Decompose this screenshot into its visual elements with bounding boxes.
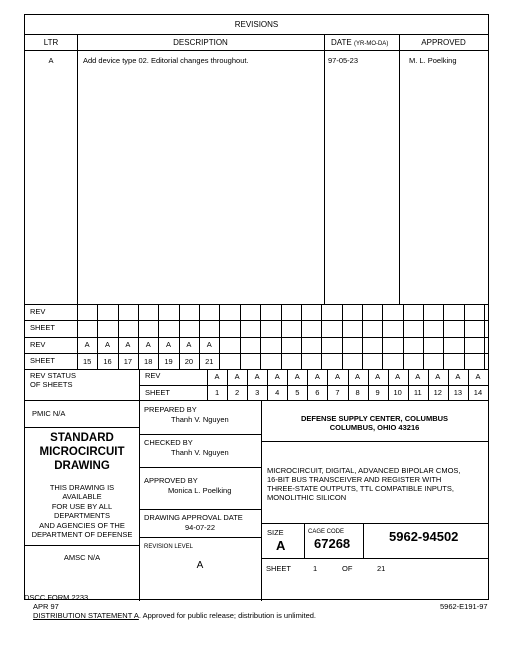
sheet-number-cell: 12 — [433, 387, 442, 397]
sheet-number-cell: 13 — [453, 387, 463, 397]
amsc-label: AMSC N/A — [63, 553, 101, 562]
status-cell: A — [186, 340, 192, 350]
status-cell — [342, 353, 362, 369]
status-cell: 15 — [83, 356, 92, 366]
revision-row-description: Add device type 02. Editorial changes throughout. — [83, 56, 249, 65]
rev-status-cell: A — [355, 372, 361, 382]
pmic-label: PMIC N/A — [32, 409, 66, 418]
status-cell — [403, 353, 423, 369]
status-cell — [464, 353, 484, 369]
form-date: APR 97 — [33, 602, 59, 611]
checked-by-name: Thanh V. Nguyen — [171, 448, 229, 457]
agency-name — [261, 415, 488, 432]
distribution-label: DISTRIBUTION STATEMENT A — [33, 611, 139, 620]
cage-code: 67268 — [314, 536, 351, 551]
status-cell — [443, 337, 463, 353]
distribution-text: . Approved for public release; distribution is unlimited. — [138, 611, 317, 620]
rev-status-cell: A — [375, 372, 381, 382]
sheet-number-cell: 5 — [295, 387, 300, 397]
status-cell: A — [206, 340, 212, 350]
size-value: A — [276, 538, 286, 553]
status-cell: 16 — [103, 356, 112, 366]
status-cell — [301, 353, 321, 369]
availability-line: DEPARTMENT OF DEFENSE — [31, 529, 133, 539]
status-row-label: SHEET — [30, 323, 56, 333]
ltr-header: LTR — [43, 38, 59, 47]
rev-status-cell: A — [455, 372, 461, 382]
sheet-number-cell: 10 — [393, 387, 402, 397]
availability-statement — [25, 483, 139, 539]
rev-status-rev-label: REV — [145, 371, 161, 380]
revisions-title: REVISIONS — [234, 20, 279, 29]
rev-status-sheet-label: SHEET — [145, 388, 171, 397]
availability-line: AND AGENCIES OF THE — [39, 520, 125, 530]
sheet-number-cell: 4 — [275, 387, 280, 397]
sheet-number-cell: 7 — [335, 387, 340, 397]
status-cell — [321, 337, 341, 353]
status-cell — [423, 353, 443, 369]
rev-status-cell: A — [294, 372, 300, 382]
standard-microcircuit-drawing — [25, 432, 139, 473]
sheet-number-cell: 9 — [375, 387, 380, 397]
availability-line: AVAILABLE — [62, 492, 102, 502]
sheet-number-cell: 3 — [255, 387, 260, 397]
rev-status-label-line1: REV STATUS — [30, 371, 76, 380]
approval-date: 94-07-22 — [185, 523, 216, 532]
form-number: DSCC FORM 2233 — [24, 593, 89, 602]
rev-status-cell: A — [435, 372, 441, 382]
date-header — [331, 38, 399, 48]
status-cell — [403, 337, 423, 353]
status-cell: A — [145, 340, 151, 350]
revision-level-label: REVISION LEVEL — [144, 544, 194, 550]
prepared-by-name: Thanh V. Nguyen — [171, 415, 229, 424]
drawing-line: DRAWING — [54, 459, 110, 472]
availability-line: DEPARTMENTS — [54, 511, 110, 521]
of-label: OF — [342, 564, 353, 573]
rev-status-cell: A — [314, 372, 320, 382]
status-row-label: SHEET — [30, 355, 56, 365]
sheet-number-cell: 14 — [473, 387, 483, 397]
revision-row-ltr: A — [48, 56, 54, 65]
status-cell — [219, 337, 239, 353]
status-cell: A — [105, 340, 111, 350]
drawing-title-line: THREE-STATE OUTPUTS, TTL COMPATIBLE INPUTS, — [267, 484, 454, 493]
sheet-number-cell: 6 — [315, 387, 320, 397]
status-cell — [342, 337, 362, 353]
status-cell — [382, 337, 402, 353]
rev-status-cell: A — [234, 372, 240, 382]
drawing-title-line: MONOLITHIC SILICON — [267, 493, 347, 502]
status-row-label: REV — [30, 339, 46, 349]
drawing-title-line: MICROCIRCUIT, DIGITAL, ADVANCED BIPOLAR CMOS, — [267, 466, 461, 475]
date-header-format: (YR-MO-DA) — [353, 41, 389, 47]
agency-line2: COLUMBUS, OHIO 43216 — [329, 422, 420, 432]
status-cell — [423, 337, 443, 353]
rev-status-cell: A — [274, 372, 280, 382]
status-cell — [260, 353, 280, 369]
microcircuit-line: MICROCIRCUIT — [39, 445, 125, 458]
rev-status-label-line2: OF SHEETS — [30, 379, 73, 389]
status-cell — [281, 337, 301, 353]
size-label: SIZE — [267, 528, 284, 537]
rev-status-label — [30, 372, 135, 389]
cage-code-label: CAGE CODE — [308, 529, 345, 535]
approval-date-label: DRAWING APPROVAL DATE — [144, 513, 243, 522]
checked-by-label: CHECKED BY — [144, 438, 193, 447]
rev-status-cell: A — [415, 372, 421, 382]
status-cell: 19 — [164, 356, 173, 366]
status-cell — [362, 353, 382, 369]
status-cell: 20 — [184, 356, 194, 366]
status-cell — [362, 337, 382, 353]
drawing-number: 5962-94502 — [389, 529, 459, 544]
status-cell: 21 — [205, 356, 214, 366]
sheet-number-cell: 8 — [355, 387, 360, 397]
sheet-number: 1 — [313, 564, 318, 573]
status-cell — [240, 337, 260, 353]
sheet-number-cell: 1 — [214, 387, 220, 397]
rev-status-cell: A — [395, 372, 401, 382]
approved-by-name: Monica L. Poelking — [168, 486, 232, 495]
status-cell — [382, 353, 402, 369]
description-header: DESCRIPTION — [173, 38, 228, 47]
rev-status-cell: A — [254, 372, 260, 382]
status-row-label: REV — [30, 307, 46, 316]
availability-line: FOR USE BY ALL — [51, 501, 113, 511]
revision-row-approved: M. L. Poelking — [409, 56, 457, 65]
availability-line: THIS DRAWING IS — [49, 483, 115, 492]
rev-status-cell: A — [214, 372, 220, 382]
rev-status-cell: A — [334, 372, 340, 382]
sheet-number-cell: 11 — [413, 387, 422, 397]
revision-level: A — [196, 560, 204, 571]
status-cell — [443, 353, 463, 369]
status-cell: A — [84, 340, 90, 350]
status-cell: A — [125, 340, 131, 350]
status-cell: 17 — [123, 356, 133, 366]
prepared-by-label: PREPARED BY — [144, 405, 197, 414]
status-cell — [260, 337, 280, 353]
approved-header: APPROVED — [421, 38, 466, 47]
status-cell — [464, 337, 484, 353]
status-cell — [321, 353, 341, 369]
revision-row-date: 97-05-23 — [328, 56, 359, 65]
drawing-title — [267, 466, 487, 502]
document-number: 5962-E191-97 — [440, 602, 488, 611]
status-cell — [240, 353, 260, 369]
status-cell — [219, 353, 239, 369]
agency-line1: DEFENSE SUPPLY CENTER, COLUMBUS — [300, 414, 449, 423]
drawing-title-line: 16-BIT BUS TRANSCEIVER AND REGISTER WITH — [267, 475, 442, 484]
sheet-label: SHEET — [266, 564, 292, 573]
rev-status-cell: A — [475, 372, 481, 382]
status-cell — [301, 337, 321, 353]
date-header-label: DATE — [331, 38, 352, 47]
approved-by-label: APPROVED BY — [144, 476, 198, 485]
status-cell — [281, 353, 301, 369]
status-cell: A — [166, 340, 172, 350]
status-cell: 18 — [144, 356, 153, 366]
sheet-total: 21 — [377, 564, 386, 573]
drawing-frame — [24, 14, 489, 600]
standard-line: STANDARD — [50, 432, 114, 444]
sheet-number-cell: 2 — [235, 387, 240, 397]
distribution-statement — [33, 612, 316, 621]
